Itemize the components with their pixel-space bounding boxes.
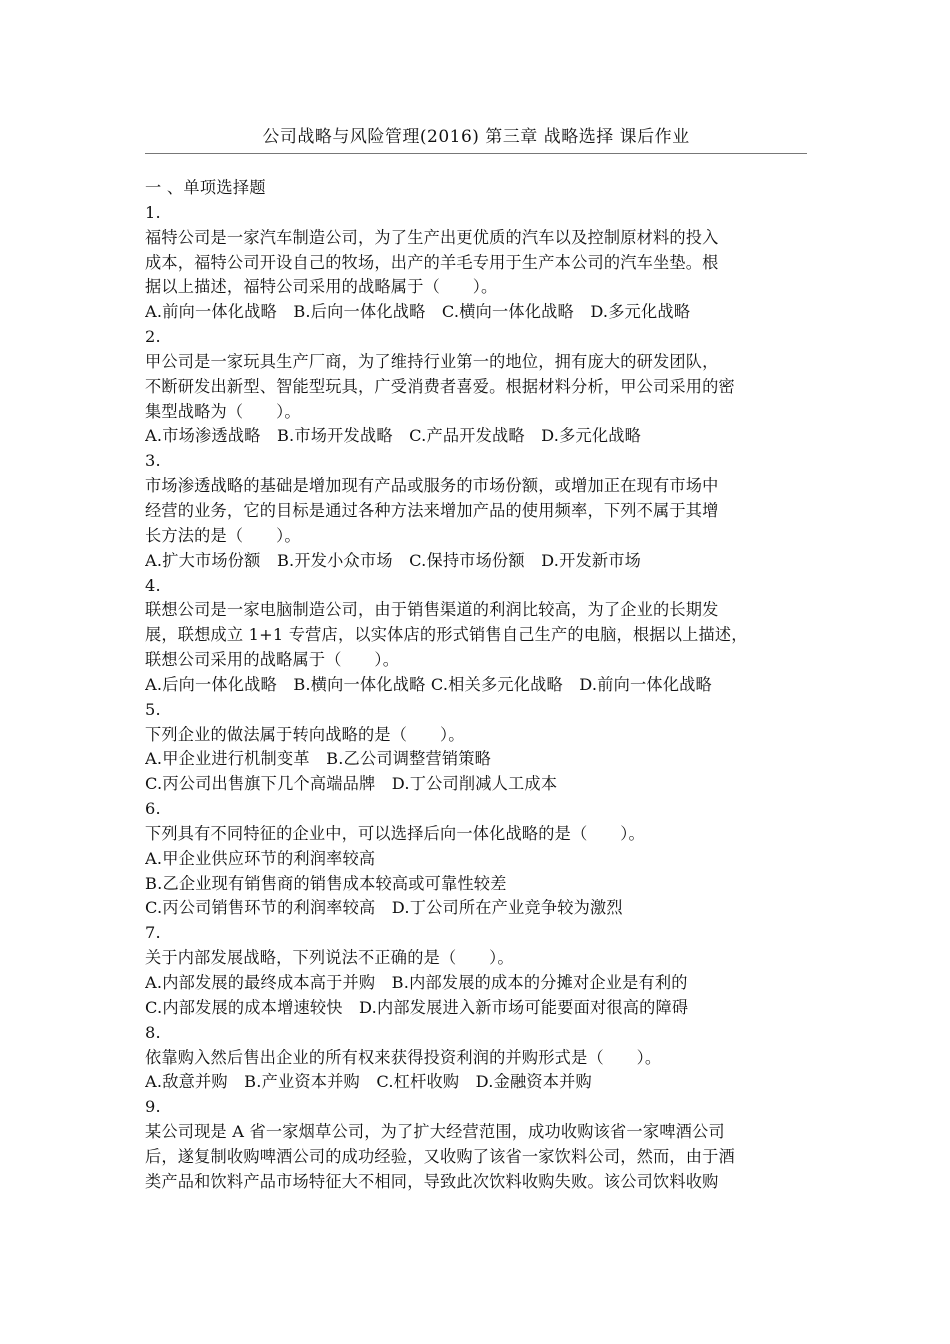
text-line: C.丙公司销售环节的利润率较高 D.丁公司所在产业竞争较为激烈 <box>145 898 623 918</box>
text-line: 长方法的是（ ）。 <box>145 525 301 545</box>
text-line: B.乙企业现有销售商的销售成本较高或可靠性较差 <box>145 873 507 893</box>
section-title: 一 、单项选择题 <box>145 178 266 197</box>
document-body <box>145 176 807 1195</box>
text-line: 联想公司采用的战略属于（ ）。 <box>145 650 400 670</box>
text-line: A.市场渗透战略 B.市场开发战略 C.产品开发战略 D.多元化战略 <box>145 426 642 446</box>
page-header-title: 公司战略与风险管理(2016) 第三章 战略选择 课后作业 <box>262 127 690 147</box>
text-line: 联想公司是一家电脑制造公司，由于销售渠道的利润比较高，为了企业的长期发 <box>145 600 719 620</box>
text-line: 2. <box>145 327 161 347</box>
text-line: A.内部发展的最终成本高于并购 B.内部发展的成本的分摊对企业是有利的 <box>145 973 688 992</box>
question-lines <box>145 201 807 1195</box>
text-line: 8. <box>145 1022 161 1042</box>
text-line: A.甲企业供应环节的利润率较高 <box>145 848 376 868</box>
text-line: 据以上描述，福特公司采用的战略属于（ ）。 <box>145 277 498 297</box>
text-line: 类产品和饮料产品市场特征大不相同，导致此次饮料收购失败。该公司饮料收购 <box>145 1171 719 1191</box>
text-line: 展，联想成立 1+1 专营店，以实体店的形式销售自己生产的电脑，根据以上描述， <box>145 625 748 645</box>
text-line: 甲公司是一家玩具生产厂商，为了维持行业第一的地位，拥有庞大的研发团队， <box>145 351 719 371</box>
text-line: 成本，福特公司开设自己的牧场，出产的羊毛专用于生产本公司的汽车坐垫。根 <box>145 252 719 272</box>
text-line: 福特公司是一家汽车制造公司，为了生产出更优质的汽车以及控制原材料的投入 <box>145 227 719 247</box>
document-page <box>145 125 807 1195</box>
text-line: 集型战略为（ ）。 <box>145 401 301 421</box>
text-line: A.后向一体化战略 B.横向一体化战略 C.相关多元化战略 D.前向一体化战略 <box>145 674 712 694</box>
text-line: 1. <box>145 202 161 222</box>
text-line: 某公司现是 A 省一家烟草公司，为了扩大经营范围，成功收购该省一家啤酒公司 <box>145 1122 725 1142</box>
text-line: 后，遂复制收购啤酒公司的成功经验，又收购了该省一家饮料公司，然而，由于酒 <box>145 1146 735 1166</box>
text-line: 3. <box>145 451 161 471</box>
text-line: 7. <box>145 923 161 943</box>
text-line: 经营的业务，它的目标是通过各种方法来增加产品的使用频率，下列不属于其增 <box>145 500 719 520</box>
text-line: 关于内部发展战略，下列说法不正确的是（ ）。 <box>145 948 514 968</box>
text-line: C.丙公司出售旗下几个高端品牌 D.丁公司削减人工成本 <box>145 774 558 794</box>
text-line: 依靠购入然后售出企业的所有权来获得投资利润的并购形式是（ ）。 <box>145 1047 662 1067</box>
text-line: 下列企业的做法属于转向战略的是（ ）。 <box>145 724 465 744</box>
header-divider <box>145 153 807 154</box>
text-line: 市场渗透战略的基础是增加现有产品或服务的市场份额，或增加正在现有市场中 <box>145 476 719 496</box>
text-line: 5. <box>145 699 161 719</box>
text-line: C.内部发展的成本增速较快 D.内部发展进入新市场可能要面对很高的障碍 <box>145 997 689 1017</box>
text-line: 9. <box>145 1097 161 1117</box>
text-line: 下列具有不同特征的企业中，可以选择后向一体化战略的是（ ）。 <box>145 823 645 843</box>
text-line: A.敌意并购 B.产业资本并购 C.杠杆收购 D.金融资本并购 <box>145 1072 592 1092</box>
text-line: 不断研发出新型、智能型玩具，广受消费者喜爱。根据材料分析，甲公司采用的密 <box>145 376 735 396</box>
text-line: A.甲企业进行机制变革 B.乙公司调整营销策略 <box>145 749 492 769</box>
text-line: A.前向一体化战略 B.后向一体化战略 C.横向一体化战略 D.多元化战略 <box>145 302 691 322</box>
text-line: A.扩大市场份额 B.开发小众市场 C.保持市场份额 D.开发新市场 <box>145 550 642 570</box>
text-line: 4. <box>145 575 161 595</box>
text-line: 6. <box>145 799 161 819</box>
